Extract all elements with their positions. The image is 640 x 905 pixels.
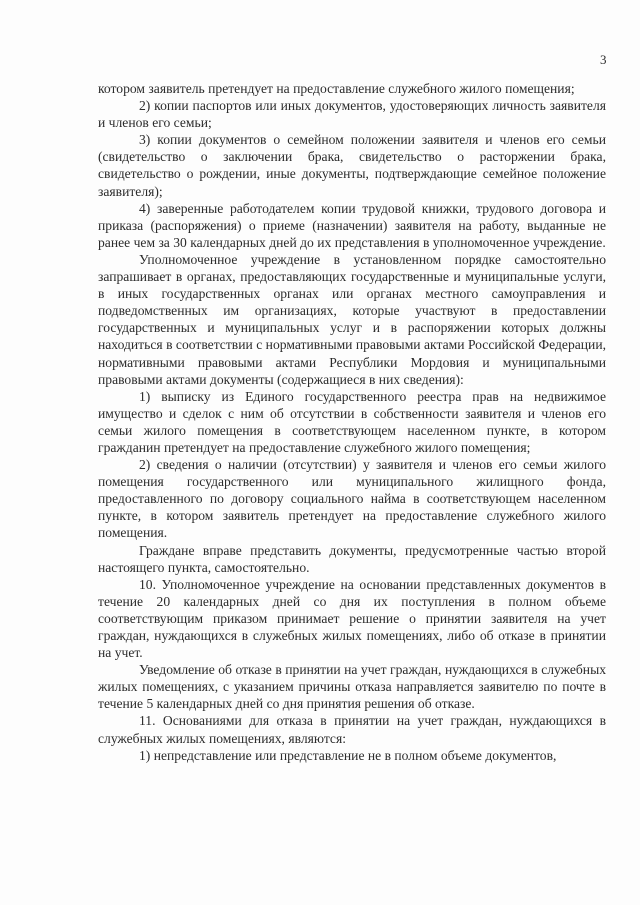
paragraph-citizens-right: Граждане вправе представить документы, предусмотренные частью второй настоящего пункта, самостоятельно. [98, 542, 606, 575]
paragraph-clause-10: 10. Уполномоченное учреждение на основании представленных документов в течение 20 календарных дней со дня их поступления в полном объеме соответствующим приказом принимает решение о принятии заявителя на учет граждан, нуждающихся в служебных жилых помещениях, либо об отказе в принятии на учет. [98, 576, 606, 661]
paragraph-authority-requests: Уполномоченное учреждение в установленном порядке самостоятельно запрашивает в органах, предоставляющих государственные и муниципальные услуги, в иных государственных органах или органах местного самоуправления и подведомственных им организациях, которые участвуют в предоставлении государственных и муниципальных услуг и в распоряжении которых должны находиться в соответствии с нормативными правовыми актами Российской Федерации, нормативными правовыми актами Республики Мордовия и муниципальными правовыми актами документы (содержащиеся в них сведения): [98, 251, 606, 387]
paragraph-clause-11-item-1: 1) непредставление или представление не в полном объеме документов, [139, 747, 557, 763]
paragraph-item-2-passports: 2) копии паспортов или иных документов, удостоверяющих личность заявителя и членов его семьи; [98, 98, 606, 131]
paragraph-item-3-family-status: 3) копии документов о семейном положении заявителя и членов его семьи (свидетельство о заключении брака, свидетельство о расторжении брака, свидетельство о рождении, иные документы, подтверждающие семейное положение заявителя); [98, 132, 606, 199]
paragraph-clause-11: 11. Основаниями для отказа в принятии на учет граждан, нуждающихся в служебных жилых помещениях, являются: [98, 713, 606, 746]
paragraph-continuation: котором заявитель претендует на предоставление служебного жилого помещения; [98, 81, 575, 96]
paragraph-refusal-notice: Уведомление об отказе в принятии на учет граждан, нуждающихся в служебных жилых помещениях, с указанием причины отказа направляется заявителю по почте в течение 5 календарных дней со дня принятия решения об отказе. [98, 662, 606, 712]
paragraph-request-item-1: 1) выписку из Единого государственного реестра прав на недвижимое имущество и сделок с ним об отсутствии в собственности заявителя и членов его семьи жилого помещения в соответствующем населенном пункте, в котором гражданин претендует на предоставление служебного жилого помещения; [98, 388, 606, 455]
paragraph-item-4-employment: 4) заверенные работодателем копии трудовой книжки, трудового договора и приказа (распоряжения) о приеме (назначении) заявителя на работу, выданные не ранее чем за 30 календарных дней до их представления в уполномоченное учреждение. [98, 200, 606, 250]
page-number: 3 [600, 52, 607, 67]
paragraph-request-item-2: 2) сведения о наличии (отсутствии) у заявителя и членов его семьи жилого помещения государственного или муниципального жилищного фонда, предоставленного по договору социального найма в соответствующем населенном пункте, в котором заявитель претендует на предоставление служебного жилого помещения. [98, 457, 606, 541]
